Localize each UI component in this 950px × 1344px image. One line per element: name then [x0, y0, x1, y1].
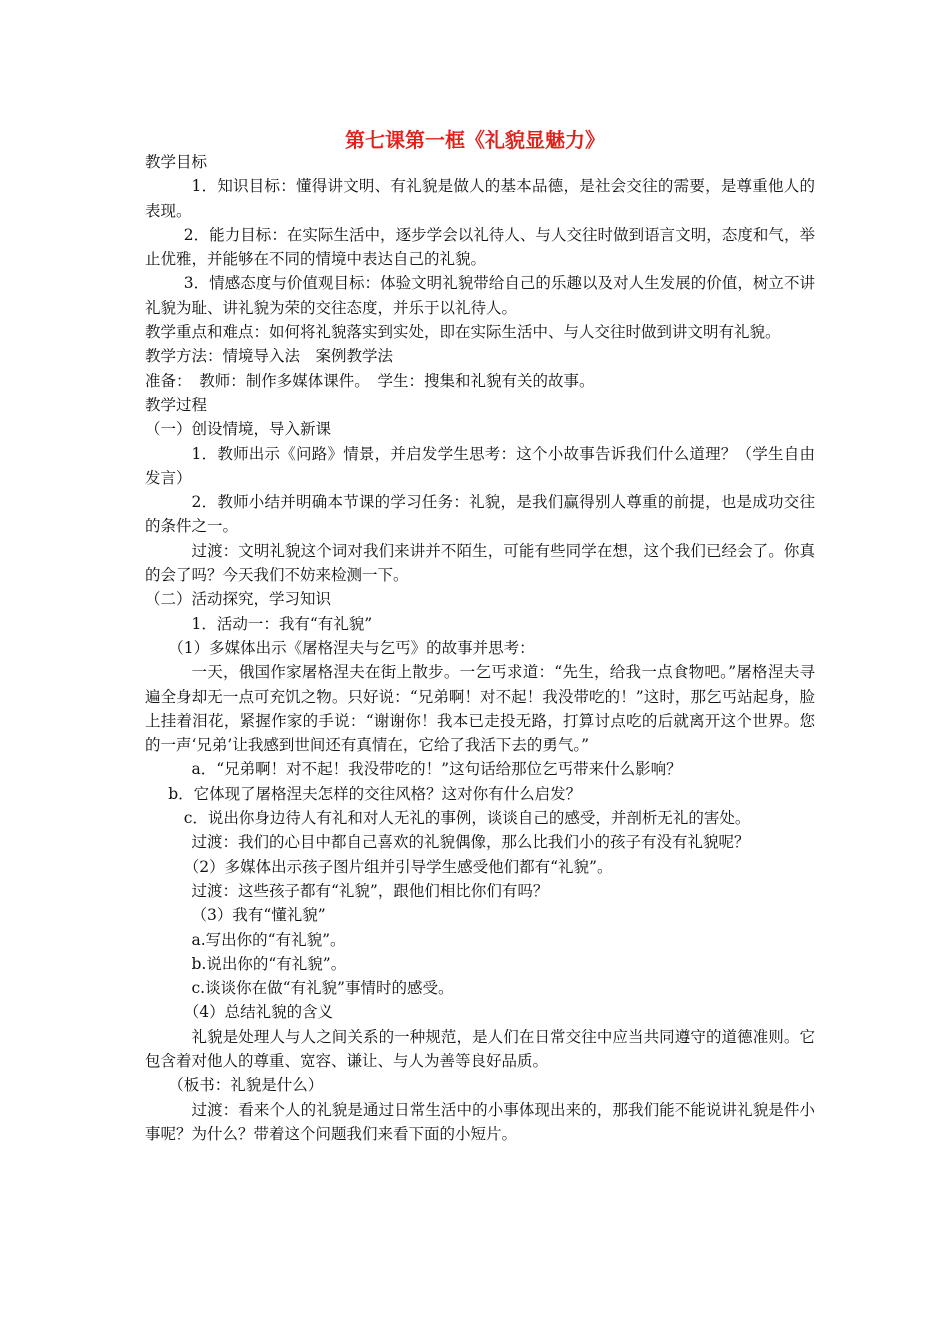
paragraph: （1）多媒体出示《屠格涅夫与乞丐》的故事并思考：: [168, 638, 535, 657]
paragraph: （一）创设情境，导入新课: [145, 420, 332, 439]
paragraph: （板书：礼貌是什么）: [168, 1076, 324, 1095]
paragraph: 礼貌是处理人与人之间关系的一种规范，是人们在日常交往中应当共同遵守的道德准则。它包含着对他人的尊重、宽容、谦让、与人为善等良好品质。: [145, 1027, 815, 1070]
paragraph: a．“兄弟啊！对不起！我没带吃的！”这句话给那位乞丐带来什么影响？: [191, 760, 682, 779]
paragraph: 准备： 教师：制作多媒体课件。 学生：搜集和礼貌有关的故事。: [145, 371, 595, 390]
document-body: [145, 150, 815, 1146]
paragraph: c．说出你身边待人有礼和对人无礼的事例，谈谈自己的感受，并剖析无礼的害处。: [183, 809, 751, 828]
paragraph: 3．情感态度与价值观目标：体验文明礼貌带给自己的乐趣以及对人生发展的价值，树立不讲礼貌为耻、讲礼貌为荣的交往态度，并乐于以礼待人。: [145, 274, 815, 317]
paragraph: 过渡：这些孩子都有“礼貌”，跟他们相比你们有吗？: [191, 881, 549, 900]
paragraph: 教学方法：情境导入法 案例教学法: [145, 347, 394, 366]
paragraph: 过渡：我们的心目中都自己喜欢的礼貌偶像，那么比我们小的孩子有没有礼貌呢？: [191, 833, 750, 852]
paragraph: c.谈谈你在做“有礼貌”事情时的感受。: [191, 979, 454, 998]
paragraph: 1．活动一：我有“有礼貌”: [191, 614, 373, 633]
paragraph: 过渡：看来个人的礼貌是通过日常生活中的小事体现出来的，那我们能不能说讲礼貌是件小事呢？为什么？带着这个问题我们来看下面的小短片。: [145, 1100, 815, 1143]
paragraph: （二）活动探究，学习知识: [145, 590, 332, 609]
paragraph: b.说出你的“有礼貌”。: [191, 954, 347, 973]
paragraph: 2．能力目标：在实际生活中，逐步学会以礼待人、与人交往时做到语言文明，态度和气，举止优雅，并能够在不同的情境中表达自己的礼貌。: [145, 225, 815, 269]
paragraph: （4）总结礼貌的含义: [183, 1003, 334, 1022]
paragraph: 1．知识目标：懂得讲文明、有礼貌是做人的基本品德，是社会交往的需要，是尊重他人的表现。: [145, 177, 815, 220]
paragraph: 教学过程: [145, 395, 208, 414]
paragraph: （2）多媒体出示孩子图片组并引导学生感受他们都有“礼貌”。: [183, 857, 613, 876]
paragraph: 教学重点和难点：如何将礼貌落实到实处，即在实际生活中、与人交往时做到讲文明有礼貌。: [145, 323, 781, 342]
paragraph: 过渡：文明礼貌这个词对我们来讲并不陌生，可能有些同学在想，这个我们已经会了。你真的会了吗？今天我们不妨来检测一下。: [145, 541, 815, 585]
paragraph: （3）我有“懂礼貌”: [191, 906, 326, 925]
document-title: 第七课第一框《礼貌显魅力》: [345, 128, 605, 152]
paragraph: 1．教师出示《问路》情景，并启发学生思考：这个小故事告诉我们什么道理？（学生自由发言）: [145, 444, 815, 487]
paragraph: 2．教师小结并明确本节课的学习任务：礼貌，是我们赢得别人尊重的前提，也是成功交往的条件之一。: [145, 493, 815, 536]
paragraph: 一天，俄国作家屠格涅夫在街上散步。一乞丐求道：“先生，给我一点食物吧。”屠格涅夫寻遍全身却无一点可充饥之物。只好说：“兄弟啊！对不起！我没带吃的！”这时，那乞丐站起身，脸上挂着泪花，紧握作家的手说：“谢谢你！我本已走投无路，打算讨点吃的后就离开这个世界。您的一声‘兄弟’让我感到世间还有真情在，它给了我活下去的勇气。”: [145, 663, 815, 755]
paragraph: a.写出你的“有礼貌”。: [191, 930, 346, 949]
paragraph: 教学目标: [145, 153, 208, 171]
paragraph: b．它体现了屠格涅夫怎样的交往风格？这对你有什么启发？: [168, 784, 582, 803]
